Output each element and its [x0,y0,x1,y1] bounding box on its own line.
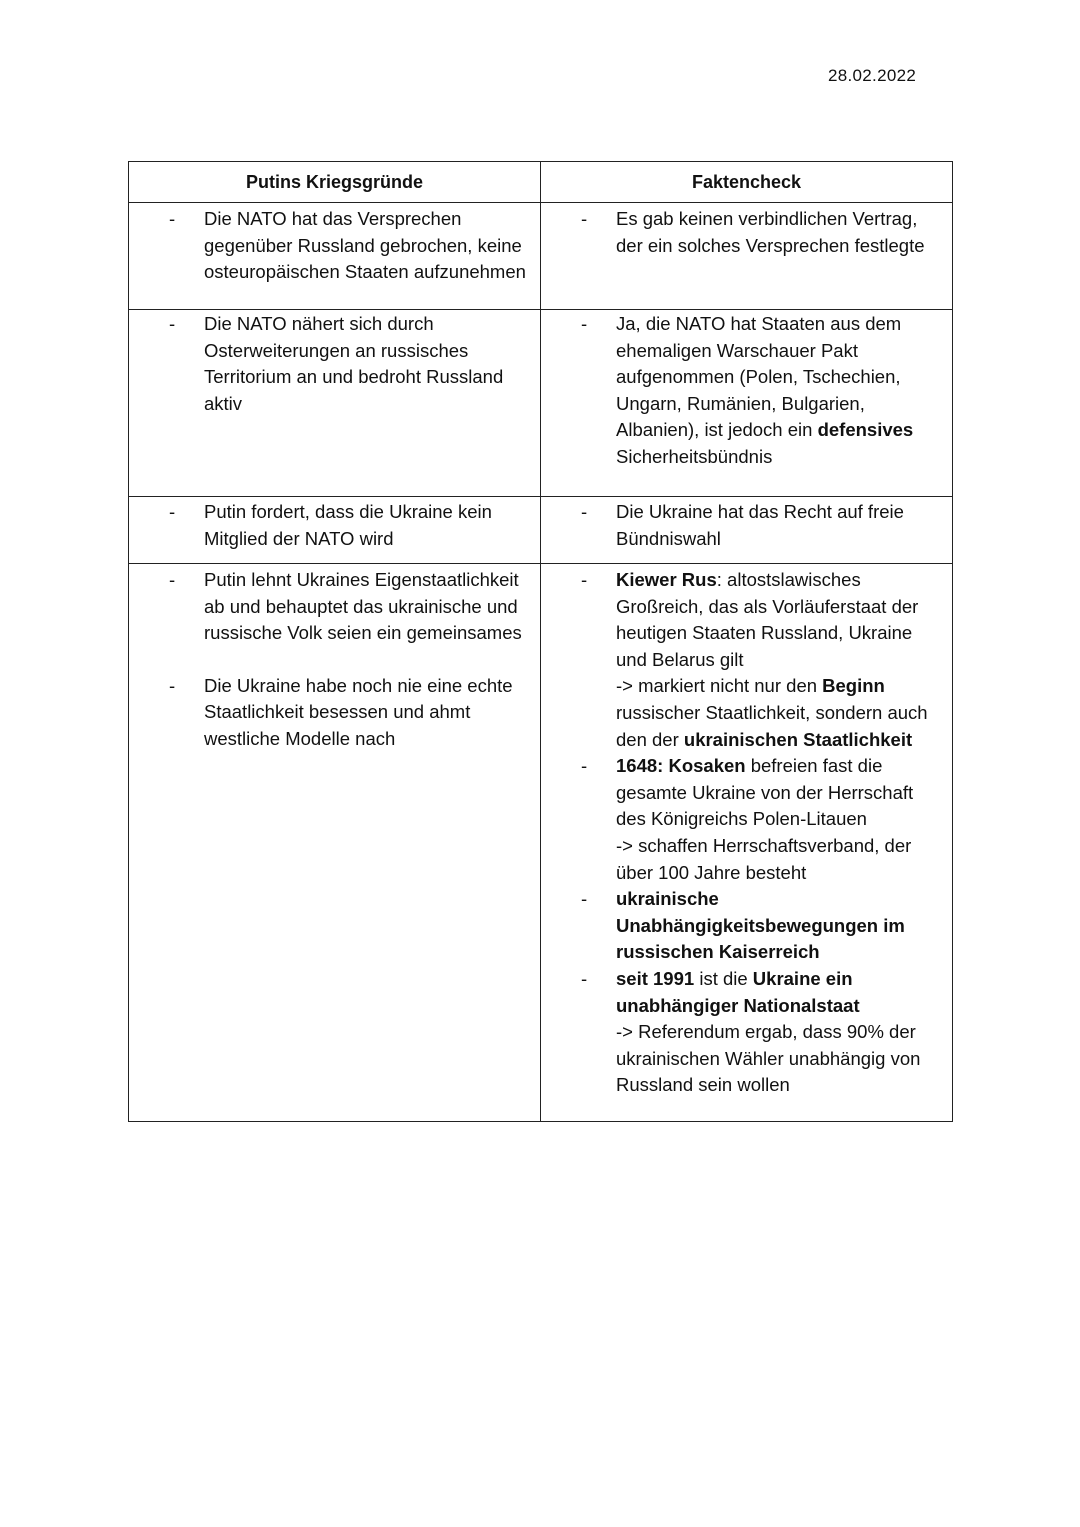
table-header-row [129,162,953,203]
list-item: - ukrainische Unabhängigkeitsbewegungen im russischen Kaiserreich [581,888,905,963]
list-item: - seit 1991 ist die Ukraine ein unabhängiger Nationalstaat -> Referendum ergab, dass 90% der ukrainischen Wähler unabhängig von Russland sein wollen [581,967,921,1096]
table-row [129,497,953,564]
claim-cell [129,564,541,1122]
list-item: - 1648: Kosaken befreien fast die gesamte Ukraine von der Herrschaft des Königreichs Polen-Litauen -> schaffen Herrschaftsverband, der über 100 Jahre besteht [581,755,914,883]
header-fact-check: Faktencheck [541,162,953,203]
list-item: - Kiewer Rus: altostslawisches Großreich, das als Vorläuferstaat der heutigen Staaten Russland, Ukraine und Belarus gilt -> markiert nicht nur den Beginn russischer Staatlichkeit, sondern auch den der ukrainischen Staatlichkeit [581,569,928,750]
claim-cell [129,203,541,310]
list-item: - Die NATO nähert sich durch Osterweiterungen an russisches Territorium an und bedroht Russland aktiv [169,313,504,414]
fact-cell [541,564,953,1122]
list-item: - Die NATO hat das Versprechen gegenüber Russland gebrochen, keine osteuropäischen Staaten aufzunehmen [169,208,526,283]
fact-cell [541,203,953,310]
table-row [129,203,953,310]
claim-cell [129,497,541,564]
table-row [129,564,953,1122]
header-putins-reasons: Putins Kriegsgründe [129,162,541,203]
list-item: - Es gab keinen verbindlichen Vertrag, der ein solches Versprechen festlegte [581,208,925,256]
list-item: - Die Ukraine hat das Recht auf freie Bündniswahl [581,501,904,549]
list-item: - Die Ukraine habe noch nie eine echte Staatlichkeit besessen und ahmt westliche Modelle nach [169,674,513,749]
list-item: - Putin lehnt Ukraines Eigenstaatlichkeit ab und behauptet das ukrainische und russische Volk seien ein gemeinsames [169,569,522,644]
fact-cell [541,310,953,497]
claim-cell [129,310,541,497]
list-item: - Ja, die NATO hat Staaten aus dem ehemaligen Warschauer Pakt aufgenommen (Polen, Tschechien, Ungarn, Rumänien, Bulgarien, Albanien), ist jedoch ein defensives Sicherheitsbündnis [581,313,914,467]
fact-check-table [128,161,953,1122]
document-date: 28.02.2022 [828,66,917,85]
table-row [129,310,953,497]
fact-cell [541,497,953,564]
list-item: - Putin fordert, dass die Ukraine kein Mitglied der NATO wird [169,501,492,549]
